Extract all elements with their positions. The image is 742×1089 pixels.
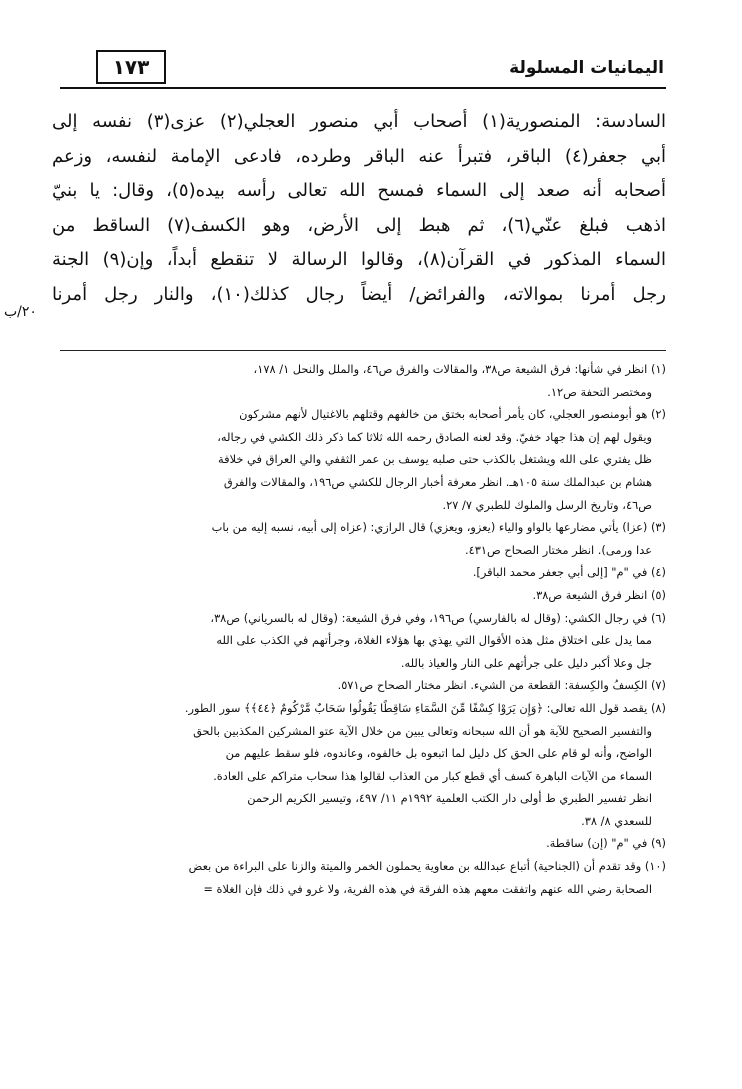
footnote-5 [56,584,666,607]
footnote-line: انظر تفسير الطبري ط أولى دار الكتب العلمية ١٩٩٢م ١١/ ٤٩٧، وتيسير الكريم الرحمن [247,791,652,806]
footnote-rule [60,350,666,351]
main-text-line: السماء المذكور في القرآن(٨)، وقالوا الرسالة لا تنقطع أبداً، وإن(٩) الجنة [52,249,666,270]
footnote-line: ويقول لهم إن هذا جهاد خفيّ. وقد لعنه الصادق رحمه الله ثلاثا كما ذكر ذلك الكشي في رجاله، [217,429,652,444]
footnote-line: للسعدي ٨/ ٣٨. [581,813,652,828]
footnotes [56,358,666,900]
footnote-9 [56,832,666,855]
footnote-3 [56,516,666,561]
footnote-line: ظل يفتري على الله ويشتغل بالكذب حتى صلبه يوسف بن عمر الثقفي والي العراق في خلافة [218,452,652,467]
footnote-2 [56,403,666,516]
footnote-line: مما يدل على اختلاق مثل هذه الأقوال التي يهذي بها هؤلاء الغلاة، وجرأتهم في الكذب على الله [216,633,652,648]
manuscript-folio-note: ٢٠/ب [4,304,37,320]
page-header [0,0,742,100]
page-number: ١٧٣ [96,50,166,84]
main-text-line: أبي جعفر(٤) الباقر، فتبرأ عنه الباقر وطرده، فادعى الإمامة لنفسه، وزعم [52,145,666,167]
footnote-line: الصحابة رضي الله عنهم واتفقت معهم هذه الفرقة في هذه الفرية، ولا غرو في ذلك فإن الغلاة = [203,881,652,896]
footnote-line: هشام بن عبدالملك سنة ١٠٥هـ. انظر معرفة أخبار الرجال للكشي ص١٩٦، والمقالات والفرق [223,474,652,489]
footnote-line: الواضح، وأنه لو قام على الحق كل دليل لما اتبعوه بل خالفوه، وعاندوه، فلو سقط عليهم من [225,746,652,761]
footnote-line: (٣) (عزا) يأتي مضارعها بالواو والياء (يعزو، ويعزي) قال الرازي: (عزاه إلى أبيه، نسبه إليه من باب [211,520,666,535]
footnote-line: (٨) يقصد قول الله تعالى: ﴿وَإِن يَرَوْا كِسْفًا مِّنَ السَّمَاءِ سَاقِطًا يَقُولُوا سَحَابٌ مَّرْكُومٌ ﴿٤٤﴾﴾ سور الطور. [184,700,666,715]
footnote-line: (٩) في "م" (إن) ساقطة. [546,836,666,851]
main-text-line: السادسة: المنصورية(١) أصحاب أبي منصور العجلي(٢) عزى(٣) نفسه إلى [52,111,666,132]
footnote-line: (٤) في "م" [إلى أبي جعفر محمد الباقر]. [472,565,666,580]
footnote-line: السماء من الآيات الباهرة كسف أي قطع كبار من العذاب لقالوا هذا سحاب متراكم على العادة. [213,768,652,783]
main-text [52,105,666,312]
footnote-line: والتفسير الصحيح للآية هو أن الله سبحانه وتعالى يبين من خلال الآية عتو المشركين المكذبين بالحق [193,723,652,738]
footnote-line: جل وعلا أكبر دليل على جرأتهم على النار والعياذ بالله. [400,655,652,670]
footnote-1 [56,358,666,403]
footnote-line: ص٤٦، وتاريخ الرسل والملوك للطبري ٧/ ٢٧. [442,497,652,512]
main-text-line: رجل أمرنا بموالاته، والفرائض/ أيضاً رجال كذلك(١٠)، والنار رجل أمرنا [52,283,666,305]
footnote-line: (٦) في رجال الكشي: (وقال له بالفارسي) ص١٩٦، وفي فرق الشيعة: (وقال له بالسرياني) ص٣٨، [210,610,666,625]
footnote-line: عدا ورمى). انظر مختار الصحاح ص٤٣١. [465,542,652,557]
footnote-4 [56,561,666,584]
footnote-line: (٢) هو أبومنصور العجلي، كان يأمر أصحابه بختق من خالفهم وقتلهم بالاغتيال لأنهم مشركون [239,407,666,422]
running-title: اليمانيات المسلولة [509,58,664,78]
footnote-8 [56,697,666,833]
footnote-line: (٧) الكِسفُ والكِسفة: القطعة من الشيء. انظر مختار الصحاح ص٥٧١. [337,678,666,693]
footnote-line: (٥) انظر فرق الشيعة ص٣٨. [532,587,666,602]
main-text-line: اذهب فبلغ عنّي(٦)، ثم هبط إلى الأرض، وهو الكسف(٧) الساقط من [52,214,666,236]
footnote-10 [56,855,666,900]
footnote-line: (١) انظر في شأنها: فرق الشيعة ص٣٨، والمقالات والفرق ص٤٦، والملل والنحل ١/ ١٧٨، [253,362,666,376]
footnote-6 [56,607,666,675]
footnote-7 [56,674,666,697]
footnote-line: ومختصر التحفة ص١٢. [547,384,652,399]
header-rule [60,87,666,89]
main-text-line: أصحابه أنه صعد إلى السماء فمسح الله تعالى رأسه بيده(٥)، وقال: يا بنيّ [52,180,666,201]
footnote-line: (١٠) وقد تقدم أن (الجناحية) أتباع عبدالله بن معاوية يحملون الخمر والميتة والزنا على البراءة من بعض [188,859,666,874]
